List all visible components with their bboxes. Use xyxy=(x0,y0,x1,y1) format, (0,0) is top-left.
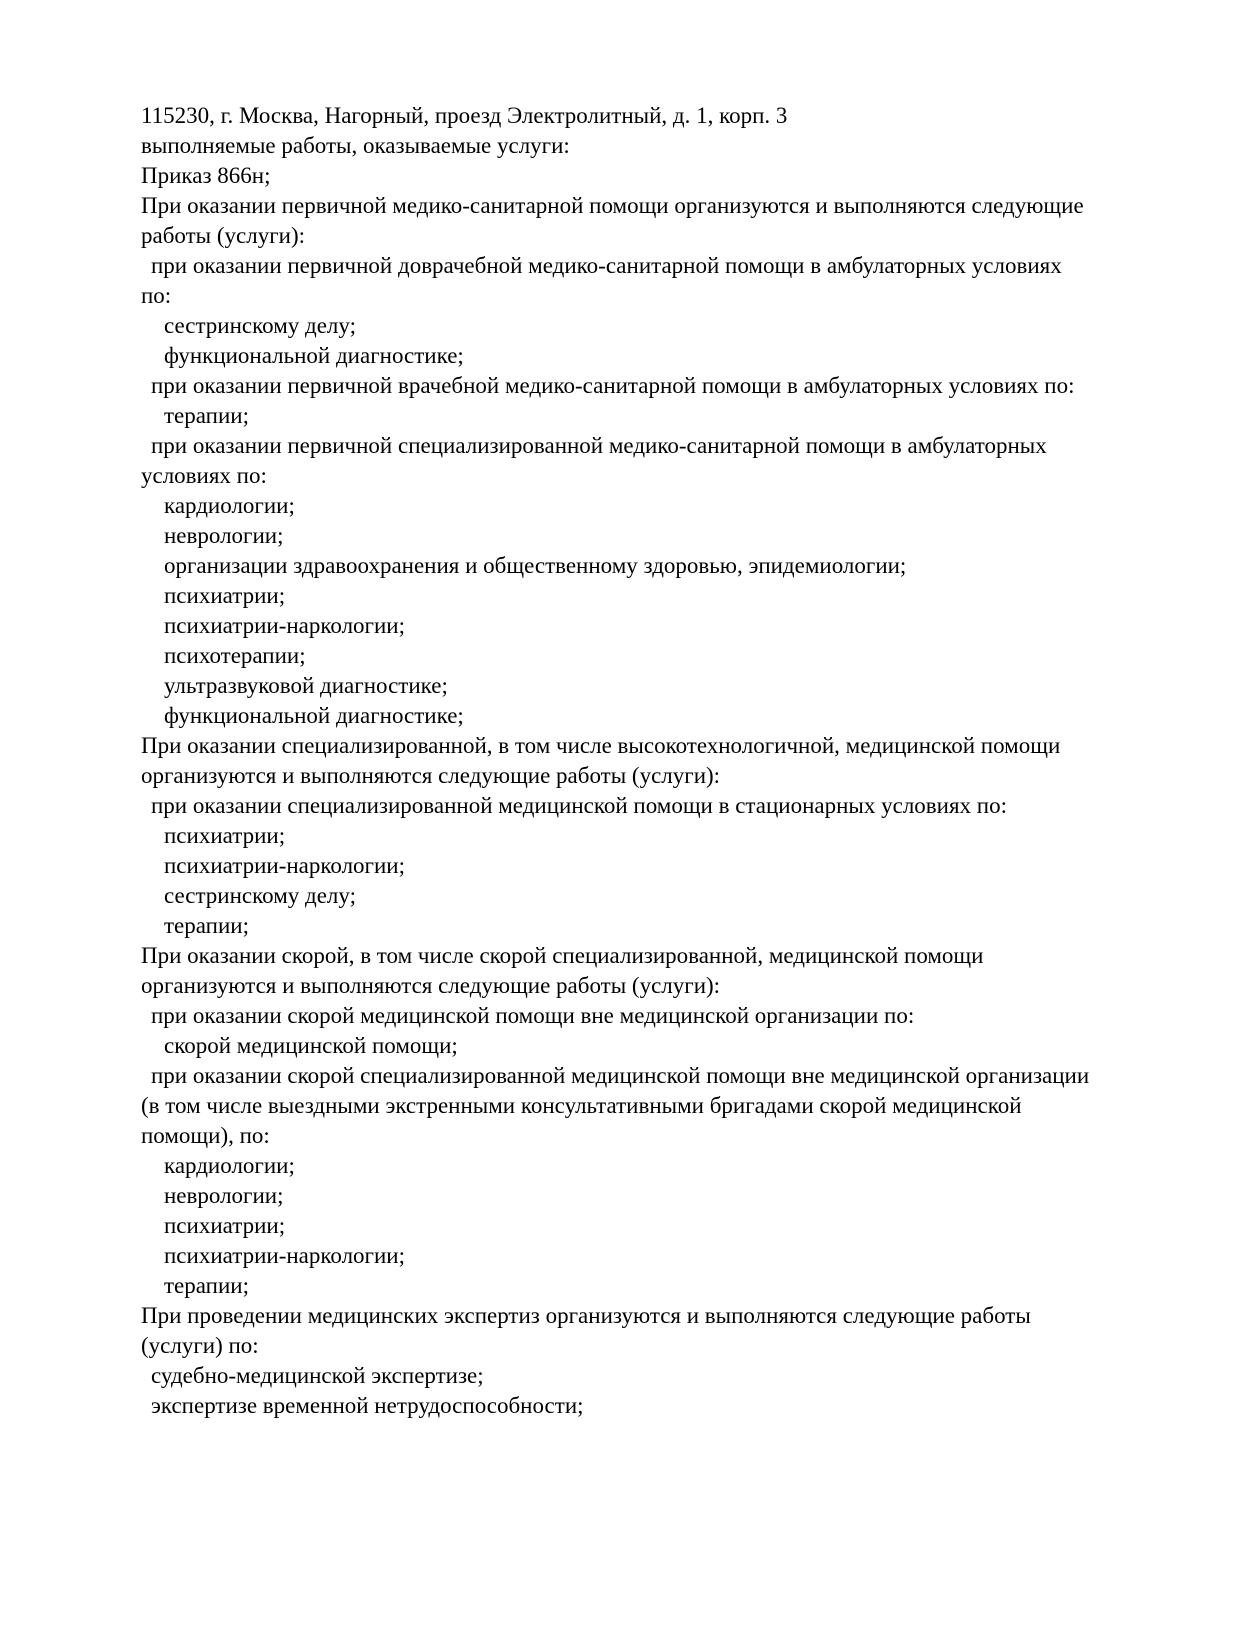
document-line: при оказании специализированной медицинской помощи в стационарных условиях по: xyxy=(151,793,1007,818)
document-line: психиатрии-наркологии; xyxy=(164,1243,405,1268)
document-line: Приказ 866н; xyxy=(141,163,271,188)
document-line: (услуги) по: xyxy=(141,1333,259,1358)
document-line: (в том числе выездными экстренными консультативными бригадами скорой медицинской xyxy=(141,1093,1022,1118)
document-line: выполняемые работы, оказываемые услуги: xyxy=(141,133,570,158)
document-line: скорой медицинской помощи; xyxy=(164,1033,458,1058)
document-line: организуются и выполняются следующие работы (услуги): xyxy=(141,763,721,788)
document-line: При оказании первичной медико-санитарной помощи организуются и выполняются следующие xyxy=(141,193,1084,218)
document-line: организуются и выполняются следующие работы (услуги): xyxy=(141,973,721,998)
document-line: терапии; xyxy=(164,1273,249,1298)
document-line: При оказании специализированной, в том числе высокотехнологичной, медицинской помощи xyxy=(141,733,1061,758)
license-services-text xyxy=(141,101,1126,1421)
document-line: сестринскому делу; xyxy=(164,883,356,908)
document-line: психиатрии; xyxy=(164,583,286,608)
document-line: психиатрии; xyxy=(164,1213,286,1238)
document-line: терапии; xyxy=(164,403,249,428)
document-line: ультразвуковой диагностике; xyxy=(164,673,448,698)
document-line: судебно-медицинской экспертизе; xyxy=(151,1363,484,1388)
document-line: неврологии; xyxy=(164,1183,284,1208)
document-line: терапии; xyxy=(164,913,249,938)
document-line: условиях по: xyxy=(141,463,267,488)
document-line: сестринскому делу; xyxy=(164,313,356,338)
document-line: кардиологии; xyxy=(164,493,295,518)
document-line: кардиологии; xyxy=(164,1153,295,1178)
document-line: неврологии; xyxy=(164,523,284,548)
document-line: при оказании первичной врачебной медико-санитарной помощи в амбулаторных условиях по: xyxy=(151,373,1075,398)
document-line: 115230, г. Москва, Нагорный, проезд Электролитный, д. 1, корп. 3 xyxy=(141,103,788,128)
document-line: психиатрии; xyxy=(164,823,286,848)
document-line: помощи), по: xyxy=(141,1123,270,1148)
document-line: При оказании скорой, в том числе скорой специализированной, медицинской помощи xyxy=(141,943,984,968)
document-line: при оказании скорой специализированной медицинской помощи вне медицинской организации xyxy=(151,1063,1090,1088)
document-line: функциональной диагностике; xyxy=(164,343,464,368)
document-line: При проведении медицинских экспертиз организуются и выполняются следующие работы xyxy=(141,1303,1031,1328)
document-line: психиатрии-наркологии; xyxy=(164,853,405,878)
document-line: при оказании первичной доврачебной медико-санитарной помощи в амбулаторных условиях xyxy=(151,253,1062,278)
document-line: при оказании скорой медицинской помощи вне медицинской организации по: xyxy=(151,1003,915,1028)
document-line: психотерапии; xyxy=(164,643,306,668)
document-line: при оказании первичной специализированной медико-санитарной помощи в амбулаторных xyxy=(151,433,1047,458)
document-line: организации здравоохранения и общественному здоровью, эпидемиологии; xyxy=(164,553,907,578)
document-line: функциональной диагностике; xyxy=(164,703,464,728)
document-line: работы (услуги): xyxy=(141,223,305,248)
document-line: по: xyxy=(141,283,172,308)
document-line: экспертизе временной нетрудоспособности; xyxy=(151,1393,584,1418)
document-line: психиатрии-наркологии; xyxy=(164,613,405,638)
